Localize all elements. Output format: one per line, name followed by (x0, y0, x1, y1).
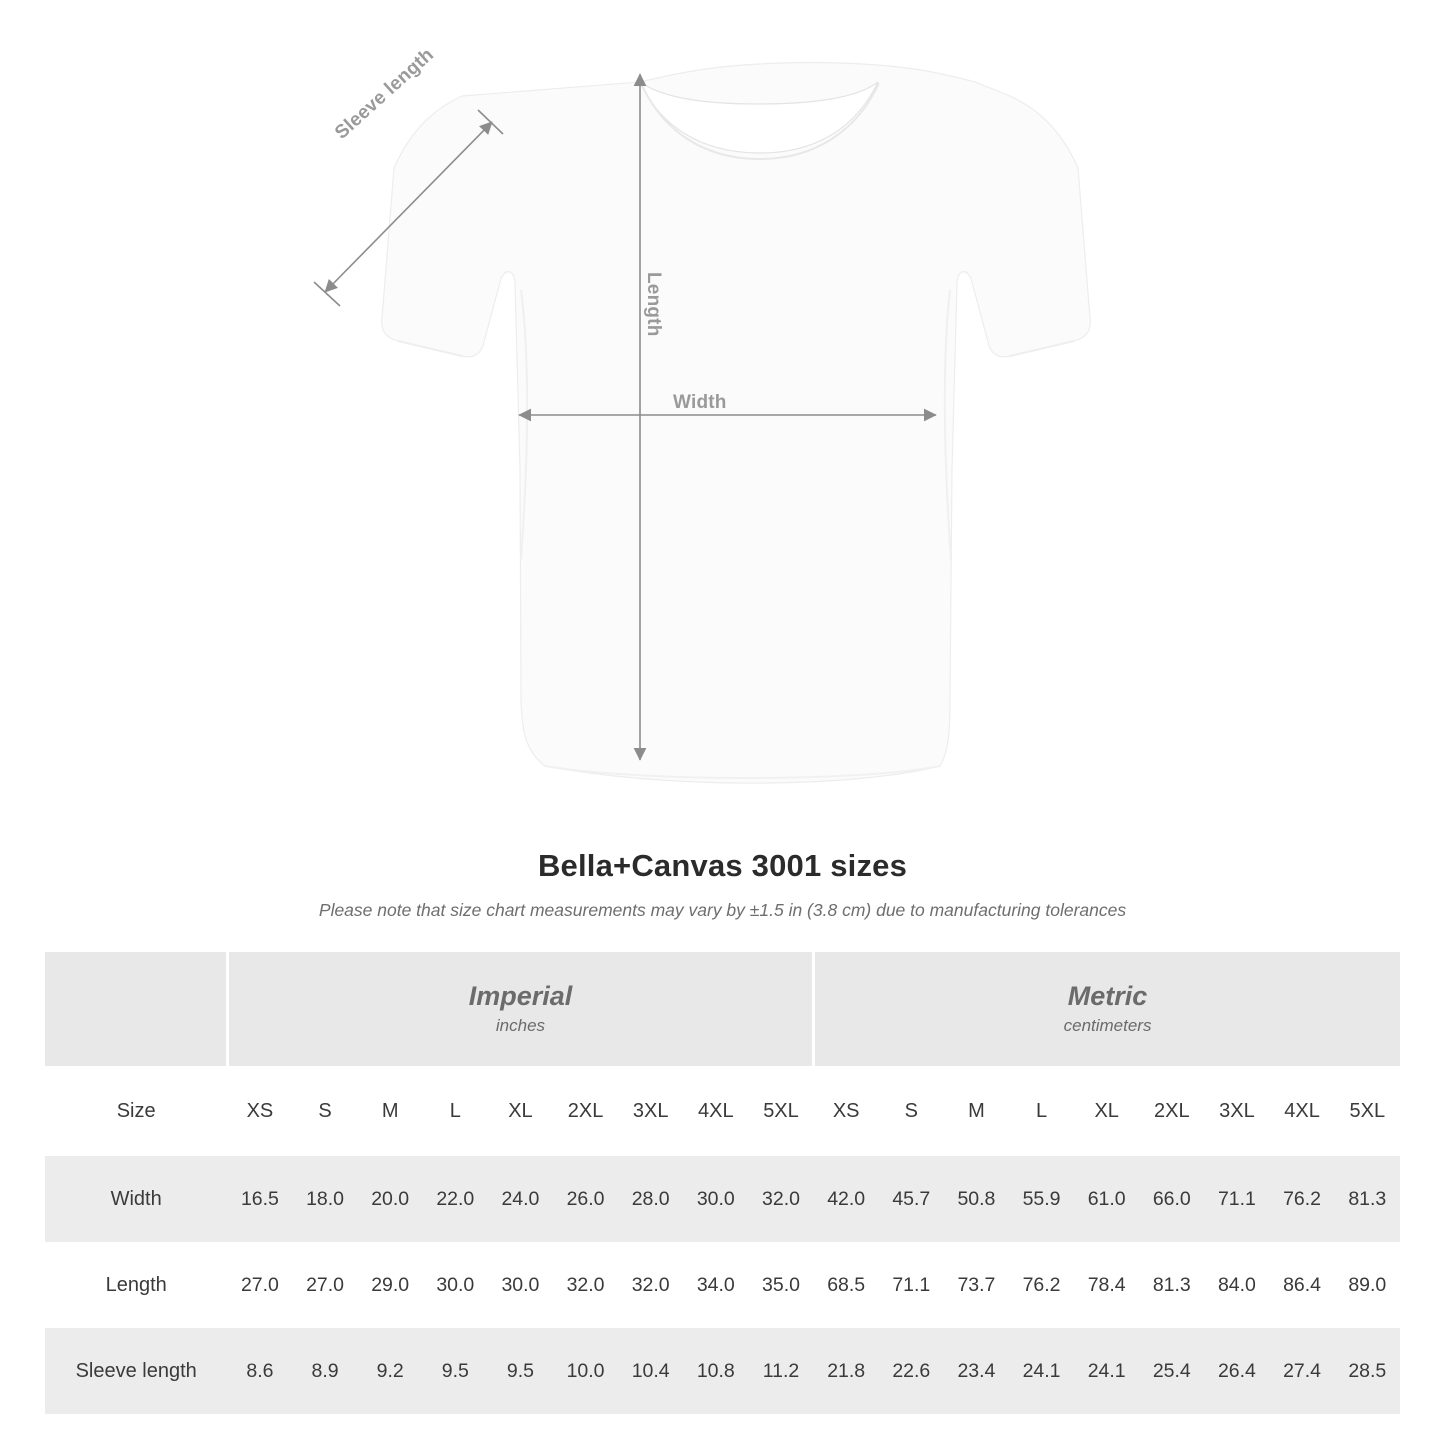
column-header: XL (1074, 1066, 1139, 1156)
table-cell: 27.0 (227, 1242, 292, 1328)
unit-system-metric-name: Metric (1067, 981, 1148, 1012)
table-cell: 32.0 (748, 1156, 813, 1242)
column-header: 5XL (748, 1066, 813, 1156)
table-cell: 9.5 (488, 1328, 553, 1414)
table-cell: 22.6 (879, 1328, 944, 1414)
table-cell: 34.0 (683, 1242, 748, 1328)
unit-system-imperial-unit: inches (495, 1015, 546, 1035)
column-header: XS (814, 1066, 879, 1156)
table-cell: 28.0 (618, 1156, 683, 1242)
table-cell: 61.0 (1074, 1156, 1139, 1242)
table-cell: 55.9 (1009, 1156, 1074, 1242)
table-cell: 10.4 (618, 1328, 683, 1414)
table-row (45, 1156, 1400, 1242)
unit-system-spacer (45, 952, 227, 1066)
table-cell: 78.4 (1074, 1242, 1139, 1328)
table-cell: 10.8 (683, 1328, 748, 1414)
table-cell: 42.0 (814, 1156, 879, 1242)
size-header-row (45, 1066, 1400, 1156)
table-cell: 71.1 (879, 1242, 944, 1328)
row-label: Sleeve length (45, 1328, 227, 1414)
table-cell: 32.0 (618, 1242, 683, 1328)
table-cell: 9.2 (358, 1328, 423, 1414)
table-cell: 81.3 (1335, 1156, 1400, 1242)
column-header: 3XL (1204, 1066, 1269, 1156)
tshirt-shape (382, 63, 1091, 784)
table-cell: 28.5 (1335, 1328, 1400, 1414)
table-cell: 10.0 (553, 1328, 618, 1414)
column-header: 2XL (1139, 1066, 1204, 1156)
table-cell: 8.6 (227, 1328, 292, 1414)
tolerance-note: Please note that size chart measurements may vary by ±1.5 in (3.8 cm) due to manufacturing tolerances (318, 900, 1127, 920)
column-header: L (423, 1066, 488, 1156)
table-cell: 26.0 (553, 1156, 618, 1242)
column-header: S (292, 1066, 357, 1156)
table-cell: 35.0 (748, 1242, 813, 1328)
sleeve-tick-left (314, 282, 340, 306)
table-cell: 27.0 (292, 1242, 357, 1328)
table-cell: 32.0 (553, 1242, 618, 1328)
size-header-label: Size (45, 1066, 227, 1156)
column-header: S (879, 1066, 944, 1156)
table-cell: 8.9 (292, 1328, 357, 1414)
table-cell: 84.0 (1204, 1242, 1269, 1328)
unit-system-imperial-name: Imperial (468, 981, 573, 1012)
column-header: XL (488, 1066, 553, 1156)
table-cell: 18.0 (292, 1156, 357, 1242)
unit-system-imperial (227, 952, 813, 1066)
table-cell: 22.0 (423, 1156, 488, 1242)
column-header: M (944, 1066, 1009, 1156)
row-label: Length (45, 1242, 227, 1328)
table-cell: 11.2 (748, 1328, 813, 1414)
table-cell: 86.4 (1269, 1242, 1334, 1328)
table-cell: 81.3 (1139, 1242, 1204, 1328)
column-header: 3XL (618, 1066, 683, 1156)
table-cell: 30.0 (683, 1156, 748, 1242)
table-cell: 50.8 (944, 1156, 1009, 1242)
table-cell: 45.7 (879, 1156, 944, 1242)
table-cell: 76.2 (1009, 1242, 1074, 1328)
column-header: XS (227, 1066, 292, 1156)
table-cell: 23.4 (944, 1328, 1009, 1414)
column-header: 5XL (1335, 1066, 1400, 1156)
table-cell: 29.0 (358, 1242, 423, 1328)
table-cell: 9.5 (423, 1328, 488, 1414)
table-cell: 24.1 (1074, 1328, 1139, 1414)
column-header: 2XL (553, 1066, 618, 1156)
table-cell: 89.0 (1335, 1242, 1400, 1328)
column-header: 4XL (1269, 1066, 1334, 1156)
table-cell: 68.5 (814, 1242, 879, 1328)
column-header: 4XL (683, 1066, 748, 1156)
table-cell: 76.2 (1269, 1156, 1334, 1242)
table-cell: 21.8 (814, 1328, 879, 1414)
row-label: Width (45, 1156, 227, 1242)
table-row (45, 1328, 1400, 1414)
table-cell: 25.4 (1139, 1328, 1204, 1414)
table-cell: 16.5 (227, 1156, 292, 1242)
table-cell: 27.4 (1269, 1328, 1334, 1414)
size-table (45, 952, 1400, 1414)
table-cell: 24.0 (488, 1156, 553, 1242)
width-dimension-label: Width (673, 392, 727, 413)
unit-system-metric (814, 952, 1400, 1066)
table-cell: 24.1 (1009, 1328, 1074, 1414)
table-cell: 30.0 (423, 1242, 488, 1328)
length-dimension-label: Length (643, 272, 664, 337)
table-cell: 66.0 (1139, 1156, 1204, 1242)
unit-system-metric-unit: centimeters (1063, 1015, 1152, 1035)
column-header: L (1009, 1066, 1074, 1156)
column-header: M (358, 1066, 423, 1156)
table-row (45, 1242, 1400, 1328)
table-cell: 26.4 (1204, 1328, 1269, 1414)
sleeve-length-dimension-label: Sleeve length (331, 44, 439, 144)
size-table-wrapper (45, 952, 1400, 1414)
table-cell: 30.0 (488, 1242, 553, 1328)
table-cell: 73.7 (944, 1242, 1009, 1328)
unit-system-row (45, 952, 1400, 1066)
page-title: Bella+Canvas 3001 sizes (537, 848, 908, 883)
table-cell: 20.0 (358, 1156, 423, 1242)
table-cell: 71.1 (1204, 1156, 1269, 1242)
